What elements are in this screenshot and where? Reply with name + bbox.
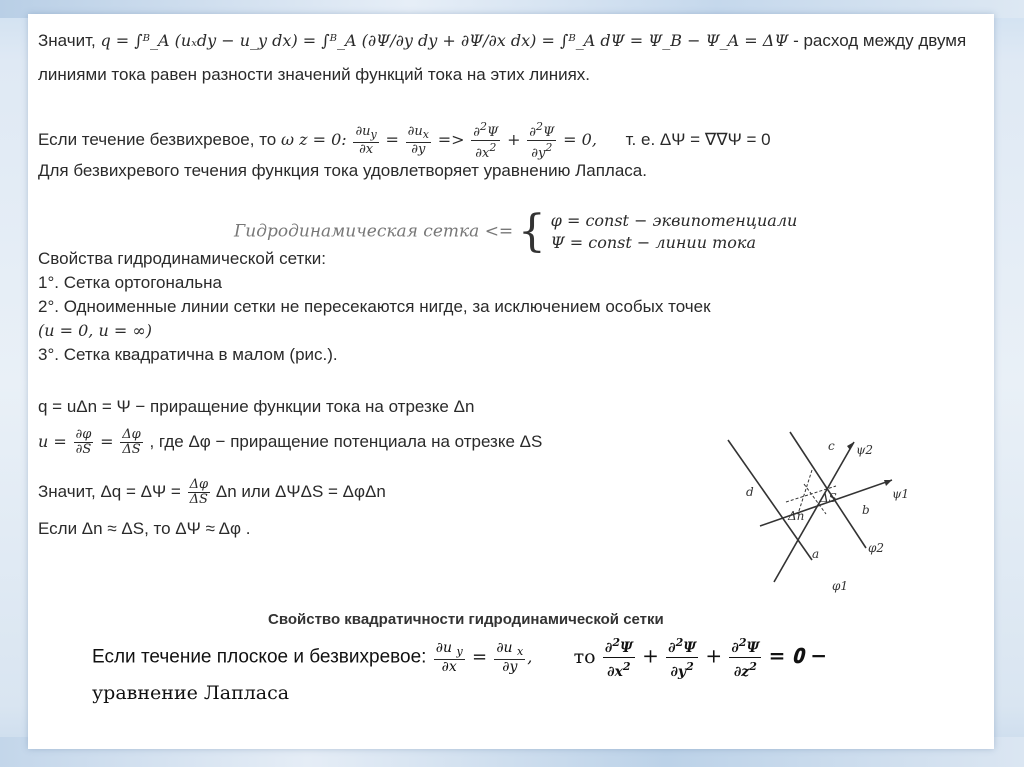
formula-dq: Значит, Δq = ΔΨ = $\frac{\Delta\varphi}{\Delta S}$ Δn или ΔΨΔS = ΔφΔn [38, 477, 386, 508]
fraction-d2psi-dy2: $\frac{\partial^2\Psi}{\partial y^2}$ [529, 120, 555, 161]
hydro-grid-definition: Гидродинамическая сетка <= { φ = const − эквипотенциали Ψ = const − линии тока [234, 206, 798, 257]
bottom-equation: Если течение плоское и безвихревое: $\frac{\partial u _y}{\partial x}$ = $\frac{\partial u _x}{\partial y}$ , то $\frac{\partial^2\Psi}{\partial x^2}$ + $\frac{\partial^2\Psi}{\partial y^2}$ + $\frac{\partial^2\Psi}{\partial z^2}$ = 𝟎 − [92, 636, 828, 680]
slide [28, 14, 994, 749]
line-3: Если течение безвихревое, то ω z = 0: $\frac{\partial u_y}{\partial x}$ = $\frac{\partial u_x}{\partial y}$ => $\frac{\partial^2\Psi}{\partial x^2}$ + $\frac{\partial^2\Psi}{\partial y^2}$ = 0, т. е. ΔΨ = ∇∇Ψ = 0 [38, 120, 771, 161]
line-4: Для безвихревого течения функция тока удовлетворяет уравнению Лапласа. [38, 161, 647, 180]
line-1: Значит, q = ∫ᴮ_A (uₓdy − u_y dx) = ∫ᴮ_A (∂Ψ/∂y dy + ∂Ψ/∂x dx) = ∫ᴮ_A dΨ = Ψ_B − Ψ_A = ΔΨ - расход между двумя [38, 31, 967, 50]
fraction-duy-dx: $\frac{\partial u_y}{\partial x}$ [355, 123, 377, 157]
formula-u: u = $\frac{\partial\varphi}{\partial S}$ = $\frac{\Delta\varphi}{\Delta S}$ , где Δφ − приращение потенциала на отрезке ΔS [38, 427, 543, 458]
property-2-special-points: (u = 0, u = ∞) [38, 321, 152, 340]
laplace-equation-label: уравнение Лапласа [92, 682, 290, 704]
formula-approx: Если Δn ≈ ΔS, то ΔΨ ≈ Δφ . [38, 519, 251, 538]
label-phi1: φ1 [832, 579, 849, 593]
label-d: d [746, 485, 754, 499]
label-c: c [828, 439, 835, 453]
figure-caption: Свойство квадратичности гидродинамической сетки [268, 611, 664, 628]
label-delta-n: Δn [788, 509, 805, 523]
property-3: 3°. Сетка квадратична в малом (рис.). [38, 345, 338, 364]
formula-q: q = uΔn = Ψ − приращение функции тока на отрезке Δn [38, 397, 475, 416]
brace-symbol: { [517, 206, 546, 257]
grid-line-phi1 [728, 440, 812, 560]
property-2: 2°. Одноименные линии сетки не пересекаются нигде, за исключением особых точек [38, 297, 711, 316]
label-psi1: ψ1 [892, 487, 910, 501]
grid-diagram [716, 422, 928, 594]
fraction-d2psi-dx2: $\frac{\partial^2\Psi}{\partial x^2}$ [473, 120, 499, 161]
property-1: 1°. Сетка ортогональна [38, 273, 222, 292]
label-a: a [812, 547, 820, 561]
fraction-dux-dy: $\frac{\partial u_x}{\partial y}$ [407, 123, 429, 157]
line-2: линиями тока равен разности значений функций тока на этих линиях. [38, 65, 591, 84]
label-phi2: φ2 [868, 541, 885, 555]
label-psi2: ψ2 [856, 443, 874, 457]
flow-integral-formula: q = ∫ᴮ_A (uₓdy − u_y dx) = ∫ᴮ_A (∂Ψ/∂y dy + ∂Ψ/∂x dx) = ∫ᴮ_A dΨ = Ψ_B − Ψ_A = ΔΨ [100, 31, 789, 50]
properties-title: Свойства гидродинамической сетки: [38, 249, 326, 268]
label-b: b [862, 503, 870, 517]
label-delta-s: ΔS [820, 491, 837, 505]
